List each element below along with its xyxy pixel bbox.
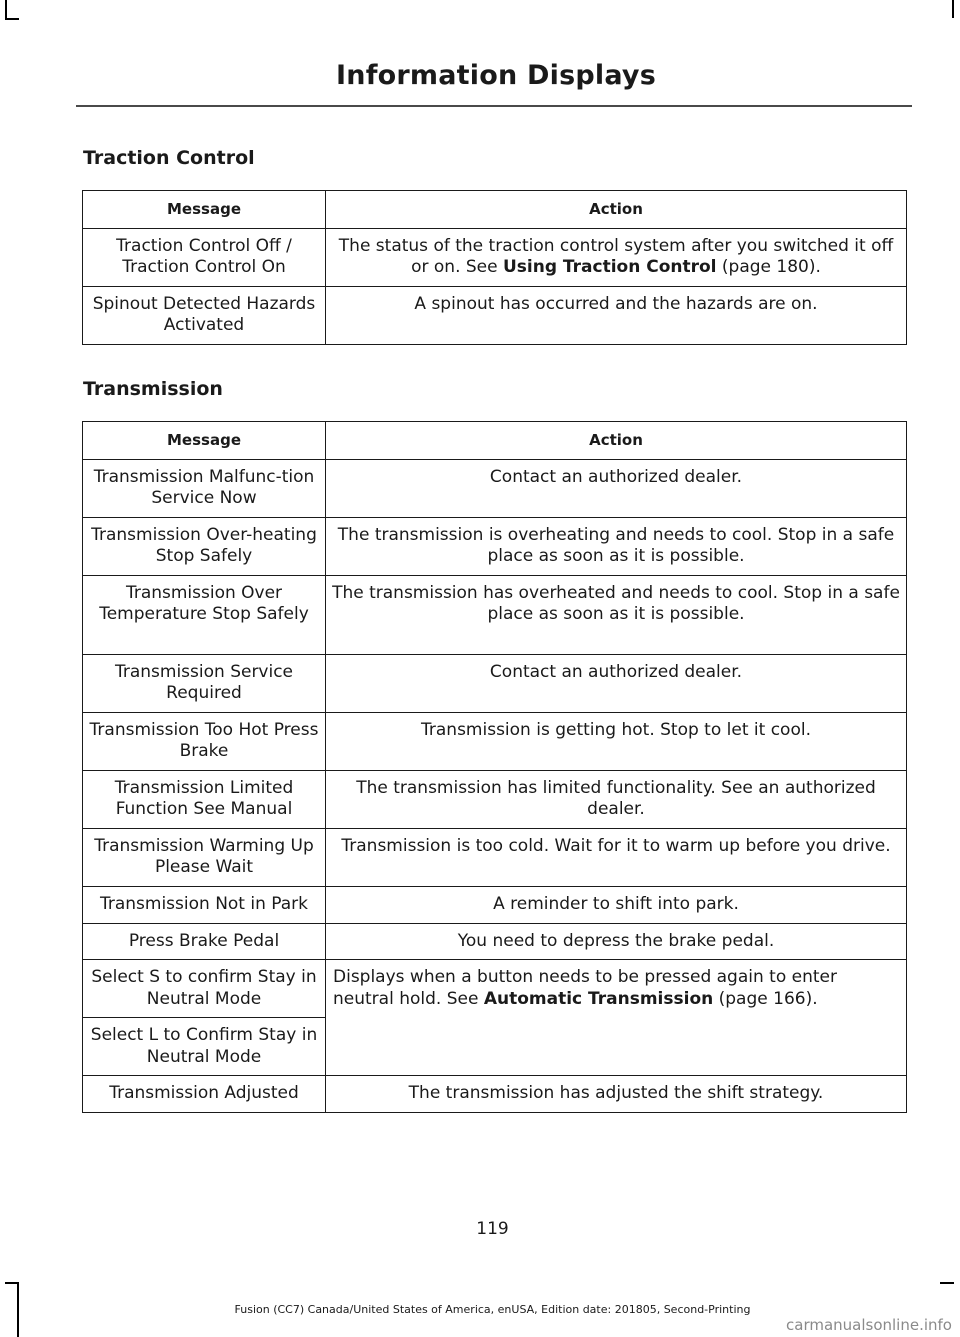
traction-control-table: [82, 190, 907, 345]
action-text: (page 180).: [716, 257, 821, 277]
column-header-message: Message: [83, 422, 326, 460]
action-text: Displays when a button needs to be pressed again to enter neutral hold. See: [333, 967, 837, 1009]
message-cell: Select L to Confirm Stay in Neutral Mode: [83, 1018, 326, 1076]
action-cell: A reminder to shift into park.: [326, 886, 907, 923]
watermark: carmanualsonline.info: [786, 1316, 952, 1334]
cross-reference: Using Traction Control: [502, 257, 717, 277]
table-row: [83, 1076, 907, 1113]
crop-mark: [5, 0, 7, 18]
message-cell: Transmission Not in Park: [83, 886, 326, 923]
header-divider: [76, 105, 912, 107]
column-header-action: Action: [326, 191, 907, 229]
table-row: [83, 828, 907, 886]
table-row: [83, 886, 907, 923]
action-text: The status of the traction control system after you switched it off or on. See: [338, 235, 894, 277]
action-cell: The transmission has overheated and needs to cool. Stop in a safe place as soon as it is possible.: [326, 575, 907, 654]
section-title-transmission: Transmission: [83, 378, 223, 400]
page-header-title: Information Displays: [336, 60, 656, 91]
message-cell: Transmission Too Hot Press Brake: [83, 712, 326, 770]
column-header-message: Message: [83, 191, 326, 229]
table-header-row: [83, 191, 907, 229]
action-cell: Contact an authorized dealer.: [326, 459, 907, 517]
message-cell: Transmission Over-heating Stop Safely: [83, 517, 326, 575]
action-cell: The transmission has limited functionality. See an authorized dealer.: [326, 770, 907, 828]
crop-mark: [952, 0, 954, 18]
table-row: [83, 654, 907, 712]
message-cell: Transmission Over Temperature Stop Safely: [83, 575, 326, 654]
table-row: [83, 228, 907, 286]
message-cell: Select S to confirm Stay in Neutral Mode: [83, 960, 326, 1018]
table-row: [83, 575, 907, 654]
table-row: [83, 286, 907, 344]
message-cell: Transmission Warming Up Please Wait: [83, 828, 326, 886]
table-row: [83, 770, 907, 828]
table-header-row: [83, 422, 907, 460]
crop-mark: [940, 1282, 954, 1284]
action-cell: The transmission has adjusted the shift strategy.: [326, 1076, 907, 1113]
crop-mark: [5, 18, 19, 20]
transmission-table: [82, 421, 907, 1113]
action-text: (page 166).: [713, 988, 818, 1009]
cross-reference: Automatic Transmission: [483, 988, 714, 1009]
message-cell: Transmission Limited Function See Manual: [83, 770, 326, 828]
action-cell: [326, 960, 907, 1076]
table-row: [83, 459, 907, 517]
table-row: [83, 960, 907, 1018]
message-cell: Transmission Malfunc-tion Service Now: [83, 459, 326, 517]
section-title-traction-control: Traction Control: [83, 147, 255, 169]
message-cell: Transmission Adjusted: [83, 1076, 326, 1113]
table-row: [83, 923, 907, 960]
message-cell: Transmission Service Required: [83, 654, 326, 712]
action-cell: Contact an authorized dealer.: [326, 654, 907, 712]
column-header-action: Action: [326, 422, 907, 460]
message-cell: Spinout Detected Hazards Activated: [83, 286, 326, 344]
table-row: [83, 517, 907, 575]
action-cell: Transmission is getting hot. Stop to let it cool.: [326, 712, 907, 770]
action-cell: You need to depress the brake pedal.: [326, 923, 907, 960]
table-row: [83, 712, 907, 770]
page-number: 119: [476, 1219, 509, 1239]
message-cell: Press Brake Pedal: [83, 923, 326, 960]
edition-footer: Fusion (CC7) Canada/United States of America, enUSA, Edition date: 201805, Second-Printing: [234, 1303, 751, 1316]
action-cell: [326, 228, 907, 286]
action-cell: Transmission is too cold. Wait for it to warm up before you drive.: [326, 828, 907, 886]
action-cell: A spinout has occurred and the hazards are on.: [326, 286, 907, 344]
action-cell: The transmission is overheating and needs to cool. Stop in a safe place as soon as it is possible.: [326, 517, 907, 575]
message-cell: Traction Control Off / Traction Control On: [83, 228, 326, 286]
